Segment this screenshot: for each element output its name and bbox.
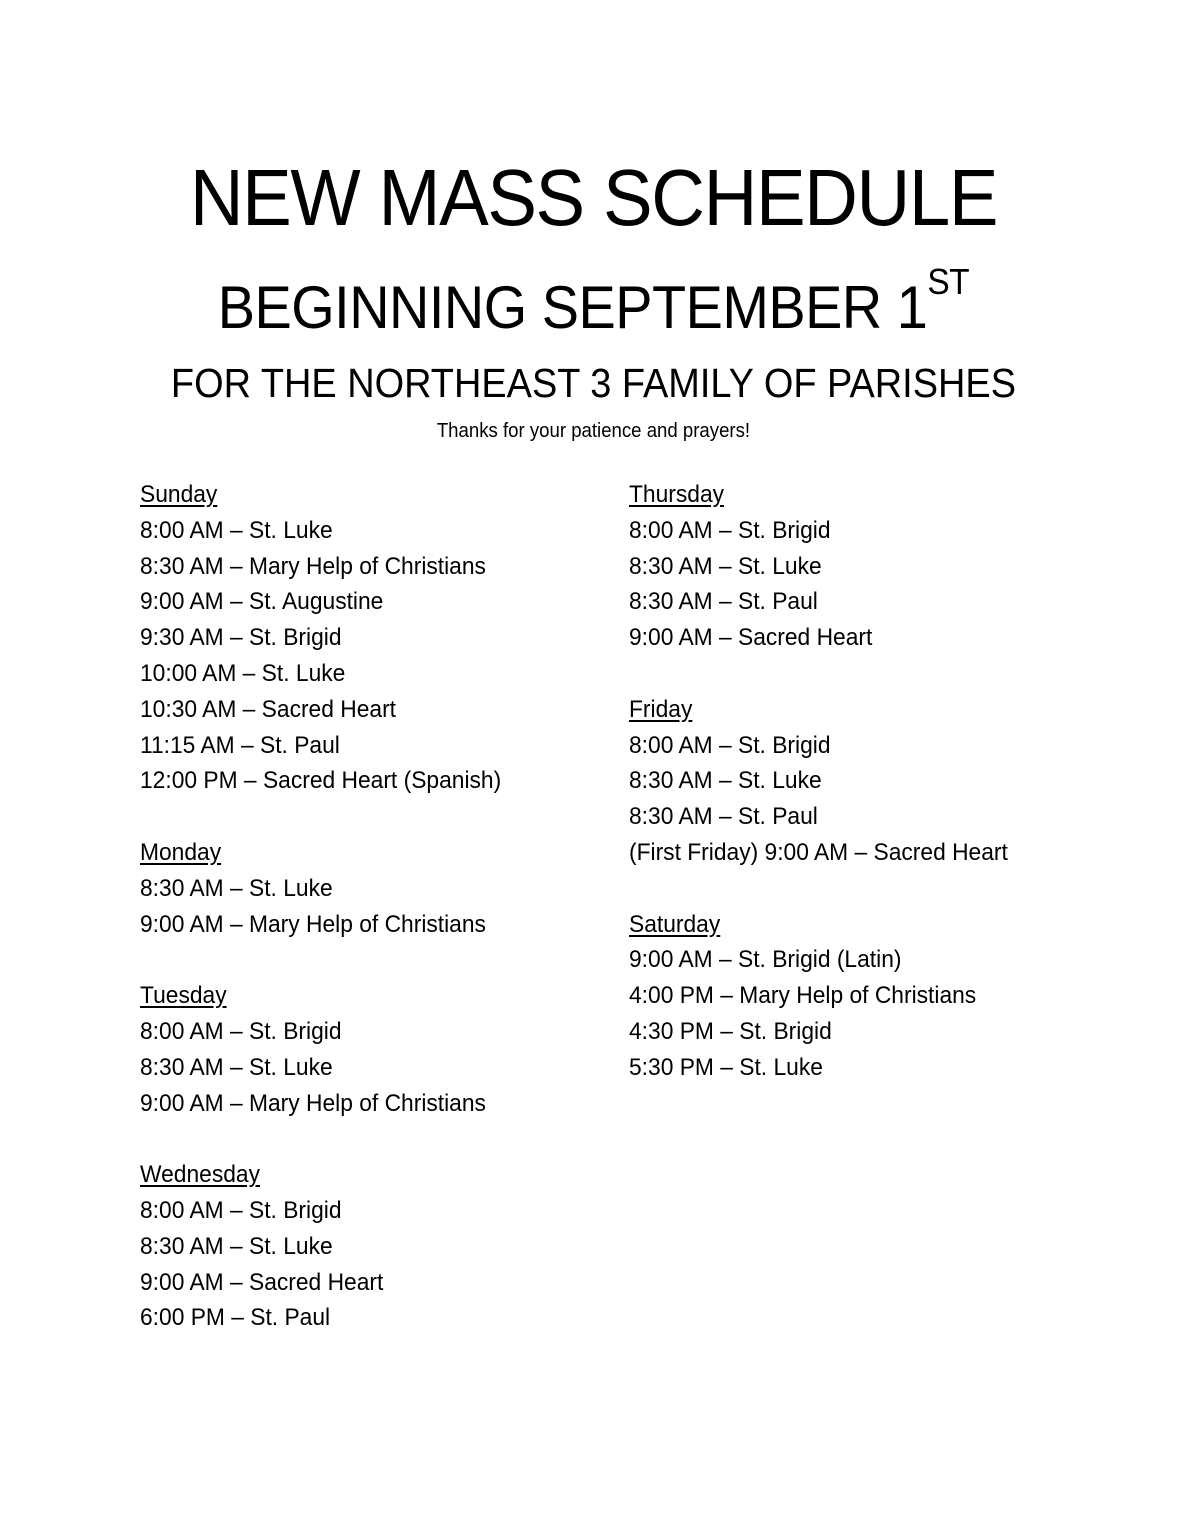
day-block-wednesday <box>140 1157 520 1336</box>
day-block-tuesday <box>140 978 520 1121</box>
page-title: NEW MASS SCHEDULE <box>189 153 998 242</box>
day-block-friday <box>629 692 1028 871</box>
start-date-text: BEGINNING SEPTEMBER 1 <box>217 274 928 341</box>
mass-time: 8:30 AM – St. Luke <box>140 1053 333 1081</box>
mass-time: 8:00 AM – St. Brigid <box>629 731 831 759</box>
mass-time: 8:00 AM – St. Brigid <box>629 516 831 544</box>
start-date-heading <box>42 261 1146 344</box>
mass-time: 9:00 AM – Sacred Heart <box>629 624 873 652</box>
mass-time: 4:30 PM – St. Brigid <box>629 1017 832 1045</box>
schedule-right-column <box>629 477 1028 1121</box>
day-heading: Wednesday <box>140 1161 260 1189</box>
day-heading: Tuesday <box>140 982 227 1010</box>
day-block-saturday <box>629 907 1028 1086</box>
parish-family-heading: FOR THE NORTHEAST 3 FAMILY OF PARISHES <box>170 360 1016 406</box>
day-block-monday <box>140 835 520 942</box>
mass-time: 8:30 AM – St. Luke <box>140 1232 333 1260</box>
mass-time: 12:00 PM – Sacred Heart (Spanish) <box>140 767 502 795</box>
mass-time: 8:30 AM – St. Paul <box>629 803 818 831</box>
day-heading: Sunday <box>140 481 218 508</box>
mass-time: 9:00 AM – Mary Help of Christians <box>140 910 486 938</box>
mass-time: 8:00 AM – St. Brigid <box>140 1017 342 1045</box>
mass-time: 10:00 AM – St. Luke <box>140 659 346 687</box>
day-heading: Monday <box>140 838 222 866</box>
mass-time: (First Friday) 9:00 AM – Sacred Heart <box>629 838 1008 866</box>
mass-time: 10:30 AM – Sacred Heart <box>140 695 397 723</box>
mass-time: 6:00 PM – St. Paul <box>140 1304 331 1332</box>
mass-time: 8:30 AM – St. Luke <box>629 767 822 795</box>
mass-time: 8:30 AM – St. Luke <box>140 874 333 902</box>
mass-time: 9:00 AM – Mary Help of Christians <box>140 1089 486 1117</box>
mass-time: 9:00 AM – St. Brigid (Latin) <box>629 946 902 974</box>
ordinal-suffix: ST <box>927 261 970 302</box>
mass-time: 8:00 AM – St. Brigid <box>140 1196 342 1224</box>
mass-time: 11:15 AM – St. Paul <box>140 731 340 759</box>
mass-time: 8:30 AM – St. Luke <box>629 552 822 580</box>
day-block-sunday <box>140 477 520 799</box>
mass-time: 9:00 AM – St. Augustine <box>140 588 384 616</box>
day-heading: Thursday <box>629 481 725 508</box>
mass-time: 9:00 AM – Sacred Heart <box>140 1268 384 1296</box>
mass-time: 8:30 AM – Mary Help of Christians <box>140 552 486 580</box>
mass-time: 5:30 PM – St. Luke <box>629 1053 823 1081</box>
mass-time: 8:00 AM – St. Luke <box>140 516 333 544</box>
day-heading: Saturday <box>629 910 721 938</box>
day-heading: Friday <box>629 695 693 723</box>
mass-time: 4:00 PM – Mary Help of Christians <box>629 982 977 1010</box>
day-block-thursday <box>629 477 1028 656</box>
thanks-note: Thanks for your patience and prayers! <box>436 420 751 442</box>
mass-time: 8:30 AM – St. Paul <box>629 588 818 616</box>
mass-time: 9:30 AM – St. Brigid <box>140 624 342 652</box>
schedule-left-column <box>140 477 520 1372</box>
